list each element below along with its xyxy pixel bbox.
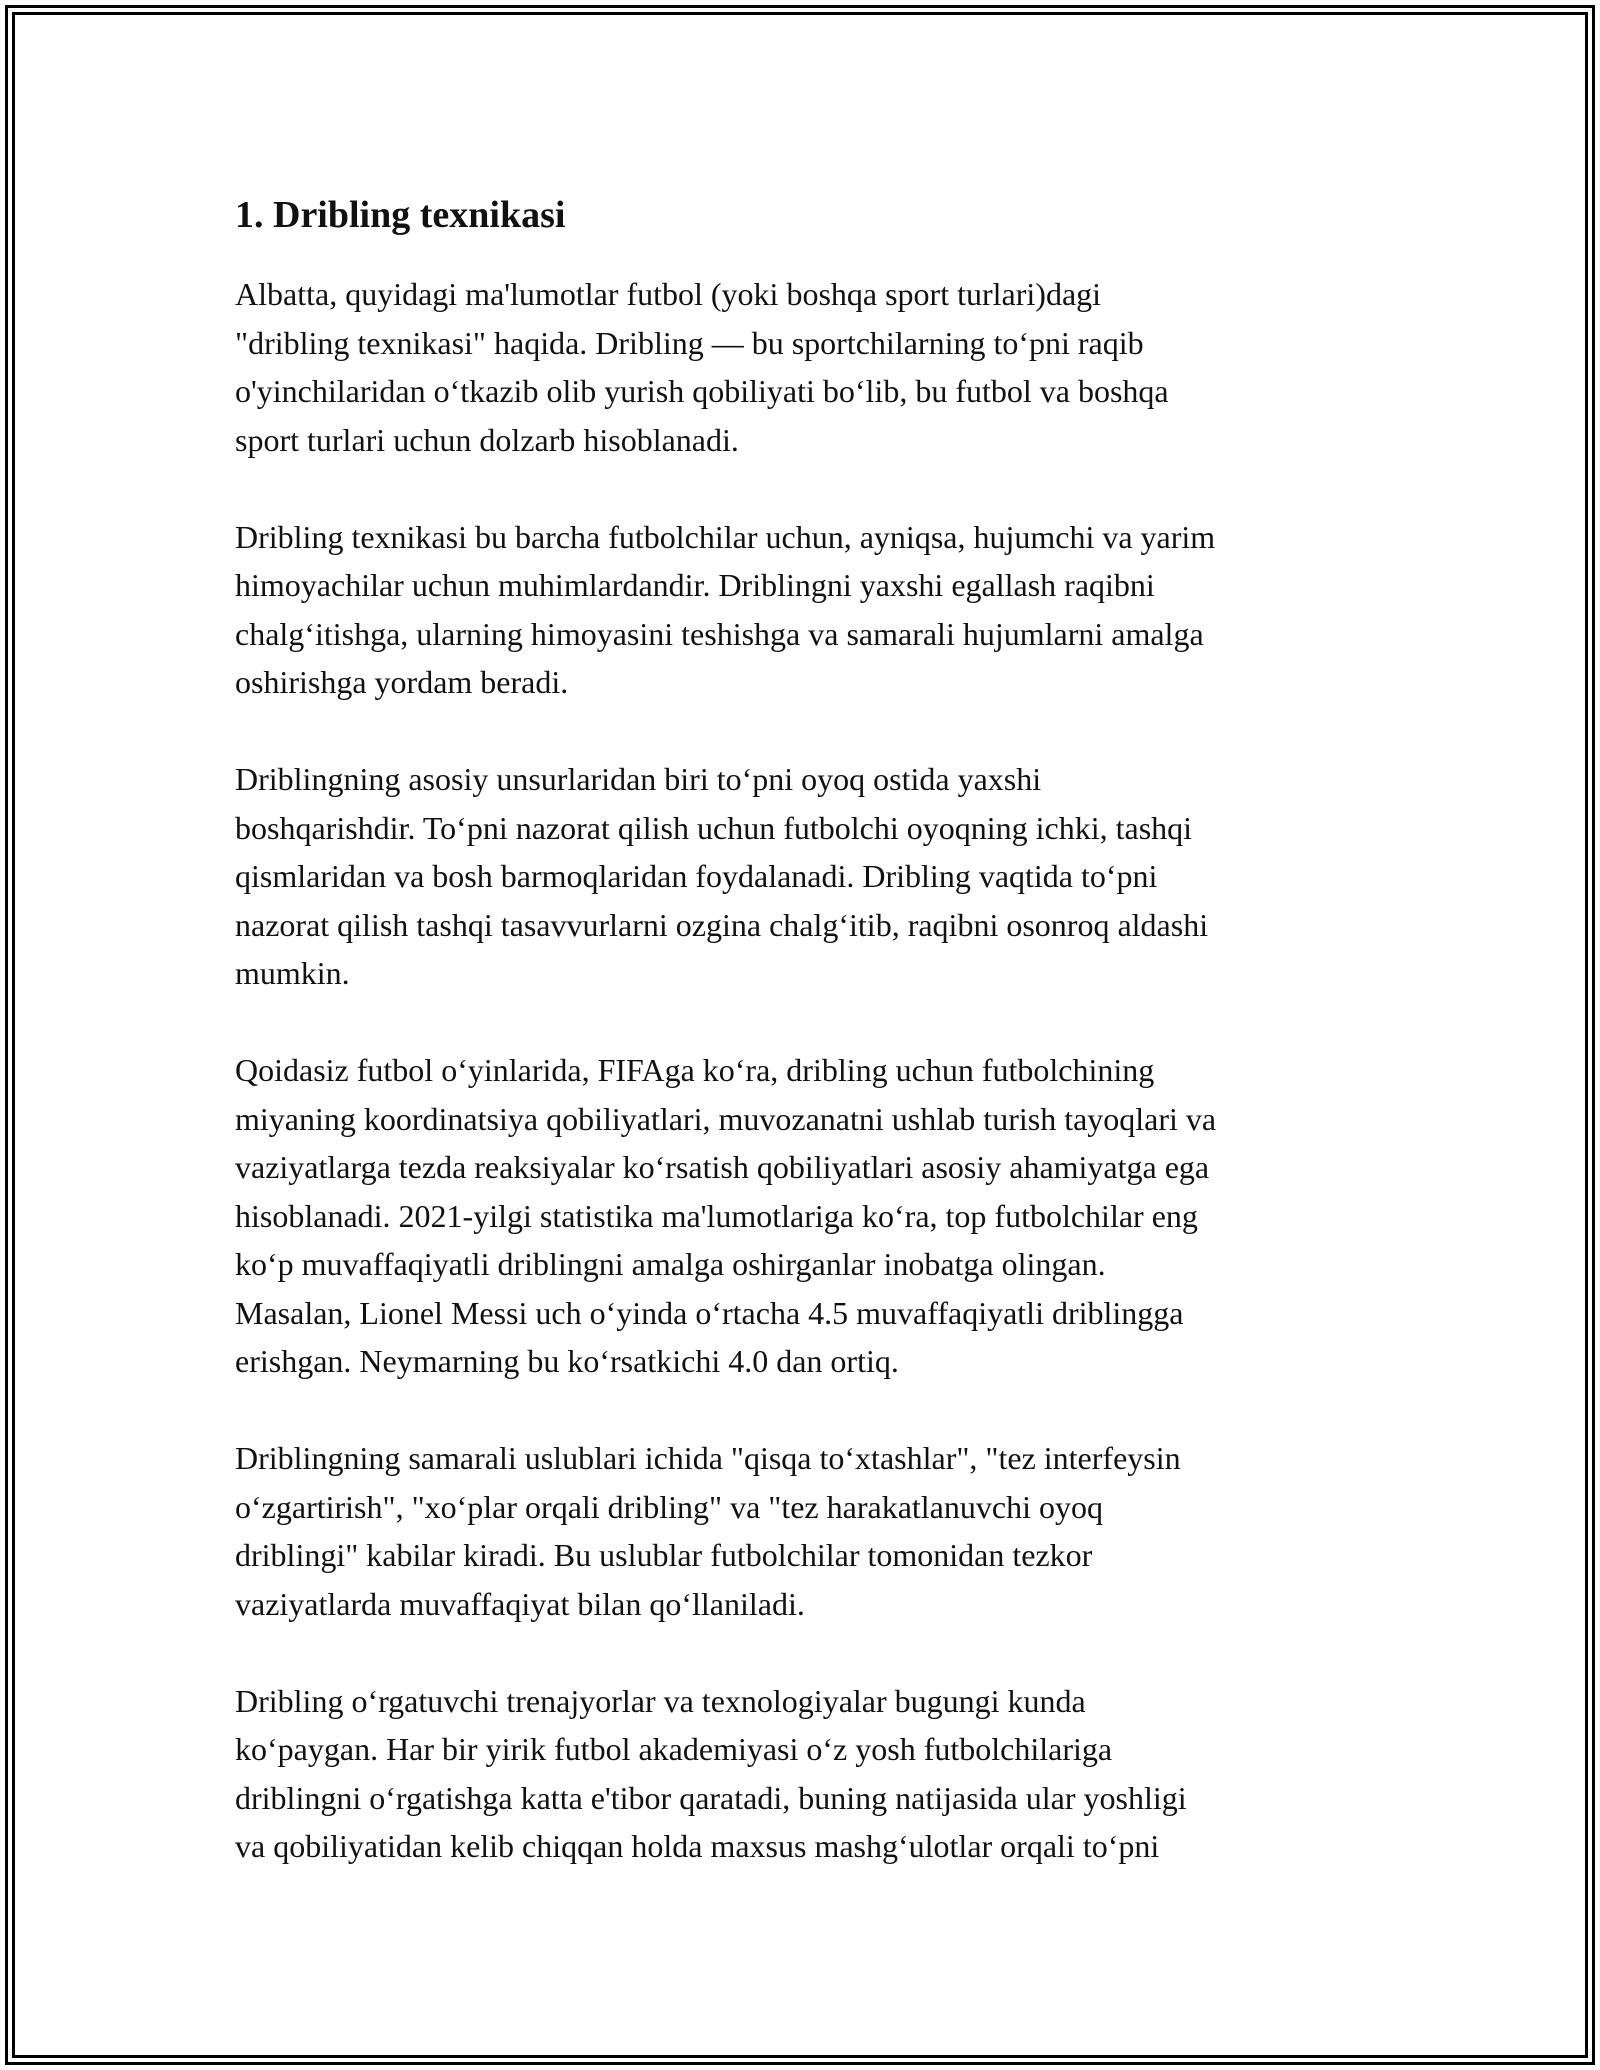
paragraph-line: driblingi" kabilar kiradi. Bu uslublar futbolchilar tomonidan tezkor: [235, 1537, 1093, 1573]
paragraph-line: Dribling o‘rgatuvchi trenajyorlar va texnologiyalar bugungi kunda: [235, 1682, 1086, 1719]
paragraph-line: qismlaridan va bosh barmoqlaridan foydalanadi. Dribling vaqtida to‘pni: [235, 858, 1158, 894]
paragraph-line: va qobiliyatidan kelib chiqqan holda maxsus mashg‘ulotlar orqali to‘pni: [235, 1828, 1160, 1864]
paragraph-5: [235, 1434, 1385, 1628]
paragraph-line: o'yinchilaridan o‘tkazib olib yurish qobiliyati bo‘lib, bu futbol va boshqa: [235, 373, 1169, 409]
paragraph-line: hisoblanadi. 2021-yilgi statistika ma'lumotlariga ko‘ra, top futbolchilar eng: [235, 1197, 1198, 1234]
paragraph-line: ko‘paygan. Har bir yirik futbol akademiyasi o‘z yosh futbolchilariga: [235, 1731, 1113, 1767]
paragraph-line: ko‘p muvaffaqiyatli driblingni amalga oshirganlar inobatga olingan.: [235, 1246, 1106, 1282]
paragraph-line: o‘zgartirish", "xo‘plar orqali dribling" va "tez harakatlanuvchi oyoq: [235, 1488, 1103, 1525]
paragraph-1: [235, 270, 1385, 464]
paragraph-line: mumkin.: [235, 955, 350, 991]
paragraph-line: boshqarishdir. To‘pni nazorat qilish uchun futbolchi oyoqning ichki, tashqi: [235, 809, 1193, 846]
paragraph-line: "dribling texnikasi" haqida. Dribling — bu sportchilarning to‘pni raqib: [235, 324, 1144, 361]
paragraph-4: [235, 1046, 1385, 1386]
section-title: 1. Dribling texnikasi: [235, 194, 566, 236]
paragraph-line: erishgan. Neymarning bu ko‘rsatkichi 4.0 dan ortiq.: [235, 1343, 899, 1379]
paragraph-line: vaziyatlarga tezda reaksiyalar ko‘rsatish qobiliyatlari asosiy ahamiyatga ega: [235, 1149, 1210, 1185]
paragraph-3: [235, 755, 1385, 998]
paragraph-line: chalg‘itishga, ularning himoyasini teshishga va samarali hujumlarni amalga: [235, 615, 1204, 652]
document-body: [235, 186, 1385, 1919]
paragraph-line: Qoidasiz futbol o‘yinlarida, FIFAga ko‘ra, dribling uchun futbolchining: [235, 1052, 1155, 1088]
paragraph-2: [235, 513, 1385, 707]
paragraph-line: driblingni o‘rgatishga katta e'tibor qaratadi, buning natijasida ular yoshligi: [235, 1779, 1187, 1816]
paragraph-line: sport turlari uchun dolzarb hisoblanadi.: [235, 421, 739, 458]
paragraph-line: miyaning koordinatsiya qobiliyatlari, muvozanatni ushlab turish tayoqlari va: [235, 1100, 1217, 1137]
paragraph-line: Albatta, quyidagi ma'lumotlar futbol (yoki boshqa sport turlari)dagi: [235, 276, 1102, 312]
paragraph-line: himoyachilar uchun muhimlardandir. Driblingni yaxshi egallash raqibni: [235, 567, 1155, 603]
paragraph-line: Dribling texnikasi bu barcha futbolchilar uchun, ayniqsa, hujumchi va yarim: [235, 518, 1216, 555]
paragraph-line: Driblingning samarali uslublari ichida "qisqa to‘xtashlar", "tez interfeysin: [235, 1440, 1181, 1476]
paragraph-line: oshirishga yordam beradi.: [235, 664, 569, 700]
paragraph-line: Driblingning asosiy unsurlaridan biri to‘pni oyoq ostida yaxshi: [235, 761, 1042, 797]
paragraph-line: Masalan, Lionel Messi uch o‘yinda o‘rtacha 4.5 muvaffaqiyatli driblingga: [235, 1294, 1184, 1331]
paragraph-line: vaziyatlarda muvaffaqiyat bilan qo‘llaniladi.: [235, 1585, 805, 1622]
paragraph-6: [235, 1677, 1385, 1871]
paragraph-line: nazorat qilish tashqi tasavvurlarni ozgina chalg‘itib, raqibni osonroq aldashi: [235, 906, 1209, 943]
